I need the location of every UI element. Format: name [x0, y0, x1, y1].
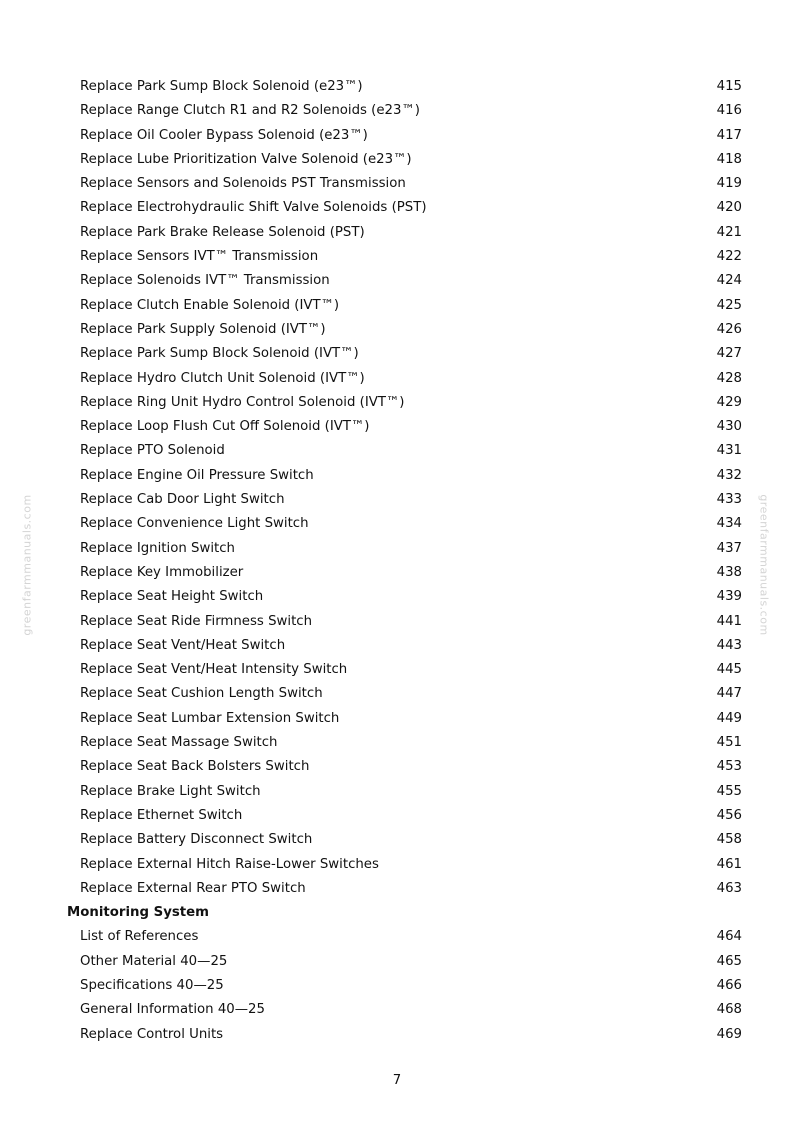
toc-section-heading	[0, 901, 794, 925]
toc-entry-title: Replace Ignition Switch	[80, 540, 235, 556]
toc-entry-page: 453	[716, 759, 742, 775]
toc-entry-page: 431	[716, 443, 742, 459]
toc-entry-title: Specifications 40—25	[80, 977, 224, 993]
toc-entry-title: List of References	[80, 929, 199, 945]
toc-entry-title: Replace Park Sump Block Solenoid (e23™)	[80, 79, 363, 94]
toc-entry-page: 441	[716, 613, 742, 629]
toc-entry-page: 468	[716, 1002, 742, 1018]
toc-entry-title: Replace Oil Cooler Bypass Solenoid (e23™)	[80, 127, 368, 143]
toc-entry[interactable]	[0, 415, 794, 439]
toc-entry-page: 418	[716, 151, 742, 167]
toc-entry[interactable]	[0, 124, 794, 148]
toc-entry[interactable]	[0, 877, 794, 901]
toc-entry[interactable]	[0, 950, 794, 974]
toc-entry-page: 455	[716, 783, 742, 799]
toc-entry[interactable]	[0, 269, 794, 293]
toc-entry-page: 422	[716, 249, 742, 265]
toc-entry-page: 419	[716, 176, 742, 192]
toc-entry-page: 437	[716, 540, 742, 556]
toc-entry[interactable]	[0, 367, 794, 391]
toc-entry[interactable]	[0, 853, 794, 877]
toc-entry[interactable]	[0, 464, 794, 488]
toc-entry-page: 430	[716, 419, 742, 435]
table-of-contents	[0, 75, 794, 1047]
toc-entry[interactable]	[0, 561, 794, 585]
toc-entry-page: 461	[716, 856, 742, 872]
toc-entry-page: 443	[716, 637, 742, 653]
toc-entry[interactable]	[0, 585, 794, 609]
toc-entry[interactable]	[0, 731, 794, 755]
toc-entry[interactable]	[0, 755, 794, 779]
toc-entry[interactable]	[0, 196, 794, 220]
toc-entry[interactable]	[0, 634, 794, 658]
toc-entry[interactable]	[0, 294, 794, 318]
toc-entry-title: Replace Park Sump Block Solenoid (IVT™)	[80, 346, 359, 362]
toc-entry[interactable]	[0, 318, 794, 342]
toc-entry[interactable]	[0, 488, 794, 512]
toc-entry-page: 428	[716, 370, 742, 386]
toc-entry[interactable]	[0, 658, 794, 682]
toc-entry-page: 447	[716, 686, 742, 702]
toc-entry-title: Replace Loop Flush Cut Off Solenoid (IVT™)	[80, 419, 370, 435]
toc-entry-title: Replace Seat Ride Firmness Switch	[80, 613, 313, 629]
toc-entry-page: 425	[716, 297, 742, 313]
toc-entry-page: 438	[716, 564, 742, 580]
toc-entry[interactable]	[0, 707, 794, 731]
toc-entry-title: Replace Engine Oil Pressure Switch	[80, 467, 314, 483]
toc-entry[interactable]	[0, 610, 794, 634]
toc-entry-title: Replace Lube Prioritization Valve Solenoid (e23™)	[80, 151, 412, 167]
toc-entry-page: 449	[716, 710, 742, 726]
toc-entry-title: Replace External Rear PTO Switch	[80, 880, 306, 896]
toc-entry-title: Replace Clutch Enable Solenoid (IVT™)	[80, 297, 340, 313]
toc-entry-page: 416	[716, 103, 742, 119]
toc-entry-page: 421	[716, 224, 742, 240]
toc-entry-title: Replace Park Supply Solenoid (IVT™)	[80, 321, 326, 337]
toc-entry-page: 469	[716, 1026, 742, 1042]
toc-entry-page: 415	[716, 79, 742, 94]
toc-entry[interactable]	[0, 439, 794, 463]
toc-entry-page: 458	[716, 832, 742, 848]
toc-entry-title: Replace External Hitch Raise-Lower Switches	[80, 856, 379, 872]
toc-entry-title: Replace Control Units	[80, 1026, 224, 1042]
toc-entry-title: Replace Hydro Clutch Unit Solenoid (IVT™)	[80, 370, 365, 386]
toc-entry[interactable]	[0, 148, 794, 172]
toc-entry-page: 465	[716, 953, 742, 969]
toc-entry-title: Replace Brake Light Switch	[80, 783, 261, 799]
toc-entry-page: 427	[716, 346, 742, 362]
toc-entry[interactable]	[0, 925, 794, 949]
toc-entry-page: 424	[716, 273, 742, 289]
toc-entry-title: Replace Electrohydraulic Shift Valve Solenoids (PST)	[80, 200, 427, 216]
toc-entry-title: Other Material 40—25	[80, 953, 228, 969]
toc-entry[interactable]	[0, 391, 794, 415]
toc-entry[interactable]	[0, 974, 794, 998]
toc-entry-page: 464	[716, 929, 742, 945]
toc-entry-page: 451	[716, 735, 742, 751]
toc-entry-title: Replace Seat Back Bolsters Switch	[80, 759, 310, 775]
toc-entry-page: 456	[716, 807, 742, 823]
toc-entry-title: Replace PTO Solenoid	[80, 443, 225, 459]
toc-entry-title: Replace Seat Vent/Heat Switch	[80, 637, 286, 653]
toc-entry-title: Replace Seat Massage Switch	[80, 735, 278, 751]
toc-entry-page: 426	[716, 321, 742, 337]
toc-entry-page: 434	[716, 516, 742, 532]
toc-entry-page: 420	[716, 200, 742, 216]
toc-entry-title: Replace Seat Vent/Heat Intensity Switch	[80, 662, 348, 678]
toc-entry[interactable]	[0, 998, 794, 1022]
toc-entry[interactable]	[0, 245, 794, 269]
toc-entry-title: Replace Ring Unit Hydro Control Solenoid (IVT™)	[80, 394, 405, 410]
toc-entry-title: Replace Sensors IVT™ Transmission	[80, 249, 319, 265]
toc-entry-page: 445	[716, 662, 742, 678]
toc-entry-title: Replace Solenoids IVT™ Transmission	[80, 273, 330, 289]
toc-entry-title: Replace Park Brake Release Solenoid (PST)	[80, 224, 365, 240]
toc-entry[interactable]	[0, 682, 794, 706]
watermark-left: greenfarmmanuals.com	[20, 494, 34, 636]
toc-entry-title: Replace Range Clutch R1 and R2 Solenoids (e23™)	[80, 103, 420, 119]
toc-entry[interactable]	[0, 221, 794, 245]
toc-entry-page: 463	[716, 880, 742, 896]
toc-heading-title: Monitoring System	[67, 905, 210, 921]
toc-entry-title: Replace Seat Cushion Length Switch	[80, 686, 323, 702]
toc-entry[interactable]	[0, 828, 794, 852]
toc-entry-title: Replace Ethernet Switch	[80, 807, 243, 823]
toc-entry[interactable]	[0, 1023, 794, 1047]
toc-entry-page: 429	[716, 394, 742, 410]
toc-entry[interactable]	[0, 537, 794, 561]
toc-entry-title: Replace Seat Height Switch	[80, 589, 264, 605]
toc-entry-title: Replace Seat Lumbar Extension Switch	[80, 710, 340, 726]
toc-entry[interactable]	[0, 512, 794, 536]
toc-entry-title: Replace Battery Disconnect Switch	[80, 832, 313, 848]
toc-entry-page: 466	[716, 977, 742, 993]
toc-entry[interactable]	[0, 75, 794, 99]
toc-entry-page: 432	[716, 467, 742, 483]
toc-entry-page: 439	[716, 589, 742, 605]
toc-entry-title: Replace Sensors and Solenoids PST Transmission	[80, 176, 406, 192]
watermark-right: greenfarmmanuals.com	[757, 494, 771, 636]
toc-entry[interactable]	[0, 342, 794, 366]
toc-entry-title: General Information 40—25	[80, 1002, 265, 1018]
toc-entry[interactable]	[0, 172, 794, 196]
toc-entry-title: Replace Convenience Light Switch	[80, 516, 309, 532]
toc-entry-page: 417	[716, 127, 742, 143]
toc-entry-title: Replace Cab Door Light Switch	[80, 492, 285, 508]
toc-entry-title: Replace Key Immobilizer	[80, 564, 244, 580]
toc-entry[interactable]	[0, 99, 794, 123]
toc-entry[interactable]	[0, 804, 794, 828]
toc-entry[interactable]	[0, 780, 794, 804]
toc-entry-page: 433	[716, 492, 742, 508]
page-number: 7	[392, 1073, 402, 1088]
